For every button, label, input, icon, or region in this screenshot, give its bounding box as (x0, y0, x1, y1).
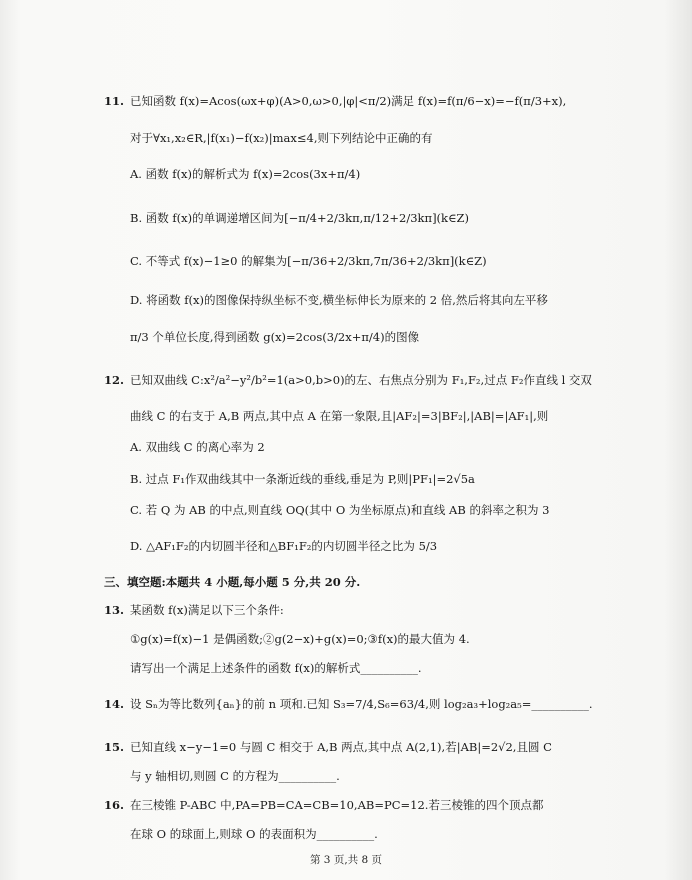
text-line-q12_l1 (0, 372, 692, 388)
text-line-q13_l1 (0, 602, 692, 618)
question-number: 11. (104, 94, 125, 108)
text-line-q11_c (0, 253, 692, 269)
question-number: 13. (104, 603, 125, 617)
question-number: 12. (104, 373, 125, 387)
page-footer: 第 3 页,共 8 页 (309, 854, 383, 866)
line-text: π/3 个单位长度,得到函数 g(x)=2cos(3/2x+π/4)的图像 (130, 330, 420, 344)
line-text: 曲线 C 的右支于 A,B 两点,其中点 A 在第一象限,且|AF₂|=3|BF₂|,|AB|=|AF₁|,则 (130, 409, 549, 423)
line-text: B. 过点 F₁作双曲线其中一条渐近线的垂线,垂足为 P,则|PF₁|=2√5a (130, 472, 475, 486)
line-text: ①g(x)=f(x)−1 是偶函数;②g(2−x)+g(x)=0;③f(x)的最大值为 4. (130, 632, 470, 646)
text-line-q11_a (0, 166, 692, 182)
text-line-q15_l2 (0, 768, 692, 784)
question-number: 15. (104, 740, 125, 754)
line-text: C. 不等式 f(x)−1≥0 的解集为[−π/36+2/3kπ,7π/36+2/3kπ](k∈Z) (130, 254, 487, 268)
text-line-q15_l1 (0, 739, 692, 755)
line-text: 三、填空题:本题共 4 小题,每小题 5 分,共 20 分. (104, 575, 361, 589)
text-line-q13_l2 (0, 631, 692, 647)
text-line-q12_d (0, 538, 692, 554)
question-number: 16. (104, 798, 125, 812)
line-text: C. 若 Q 为 AB 的中点,则直线 OQ(其中 O 为坐标原点)和直线 AB 的斜率之积为 3 (130, 503, 550, 517)
text-line-q16_l1 (0, 797, 692, 813)
line-text: 设 Sₙ为等比数列{aₙ}的前 n 项和.已知 S₃=7/4,S₆=63/4,则 log₂a₃+log₂a₅=__________. (130, 697, 593, 711)
line-text: A. 函数 f(x)的解析式为 f(x)=2cos(3x+π/4) (130, 167, 361, 181)
line-text: 与 y 轴相切,则圆 C 的方程为__________. (130, 769, 340, 783)
line-text: 对于∀x₁,x₂∈R,|f(x₁)−f(x₂)|max≤4,则下列结论中正确的有 (130, 131, 433, 145)
text-line-q11_l2 (0, 130, 692, 146)
line-text: 已知双曲线 C:x²/a²−y²/b²=1(a>0,b>0)的左、右焦点分别为 F₁,F₂,过点 F₂作直线 l 交双 (130, 373, 592, 387)
line-text: D. 将函数 f(x)的图像保持纵坐标不变,横坐标伸长为原来的 2 倍,然后将其向左平移 (130, 293, 548, 307)
text-line-sec3 (0, 574, 692, 590)
line-text: B. 函数 f(x)的单调递增区间为[−π/4+2/3kπ,π/12+2/3kπ](k∈Z) (130, 211, 469, 225)
line-text: 某函数 f(x)满足以下三个条件: (130, 603, 284, 617)
line-text: A. 双曲线 C 的离心率为 2 (130, 440, 265, 454)
line-text: 已知直线 x−y−1=0 与圆 C 相交于 A,B 两点,其中点 A(2,1),若|AB|=2√2,且圆 C (130, 740, 552, 754)
line-text: 请写出一个满足上述条件的函数 f(x)的解析式__________. (130, 661, 422, 675)
question-number: 14. (104, 697, 125, 711)
text-line-q13_l3 (0, 660, 692, 676)
text-line-q12_l2 (0, 408, 692, 424)
text-line-q12_c (0, 502, 692, 518)
text-line-q14 (0, 696, 692, 712)
text-line-q11_b (0, 210, 692, 226)
text-line-q11_l1 (0, 93, 692, 109)
line-text: 在球 O 的球面上,则球 O 的表面积为__________. (130, 827, 378, 841)
text-line-q11_d1 (0, 292, 692, 308)
text-line-q12_a (0, 439, 692, 455)
text-line-q12_b (0, 471, 692, 487)
line-text: D. △AF₁F₂的内切圆半径和△BF₁F₂的内切圆半径之比为 5/3 (130, 539, 438, 553)
line-text: 在三棱锥 P-ABC 中,PA=PB=CA=CB=10,AB=PC=12.若三棱锥的四个顶点都 (130, 798, 544, 812)
line-text: 已知函数 f(x)=Acos(ωx+φ)(A>0,ω>0,|φ|<π/2)满足 f(x)=f(π/6−x)=−f(π/3+x), (130, 94, 567, 108)
text-line-q11_d2 (0, 329, 692, 345)
text-line-q16_l2 (0, 826, 692, 842)
